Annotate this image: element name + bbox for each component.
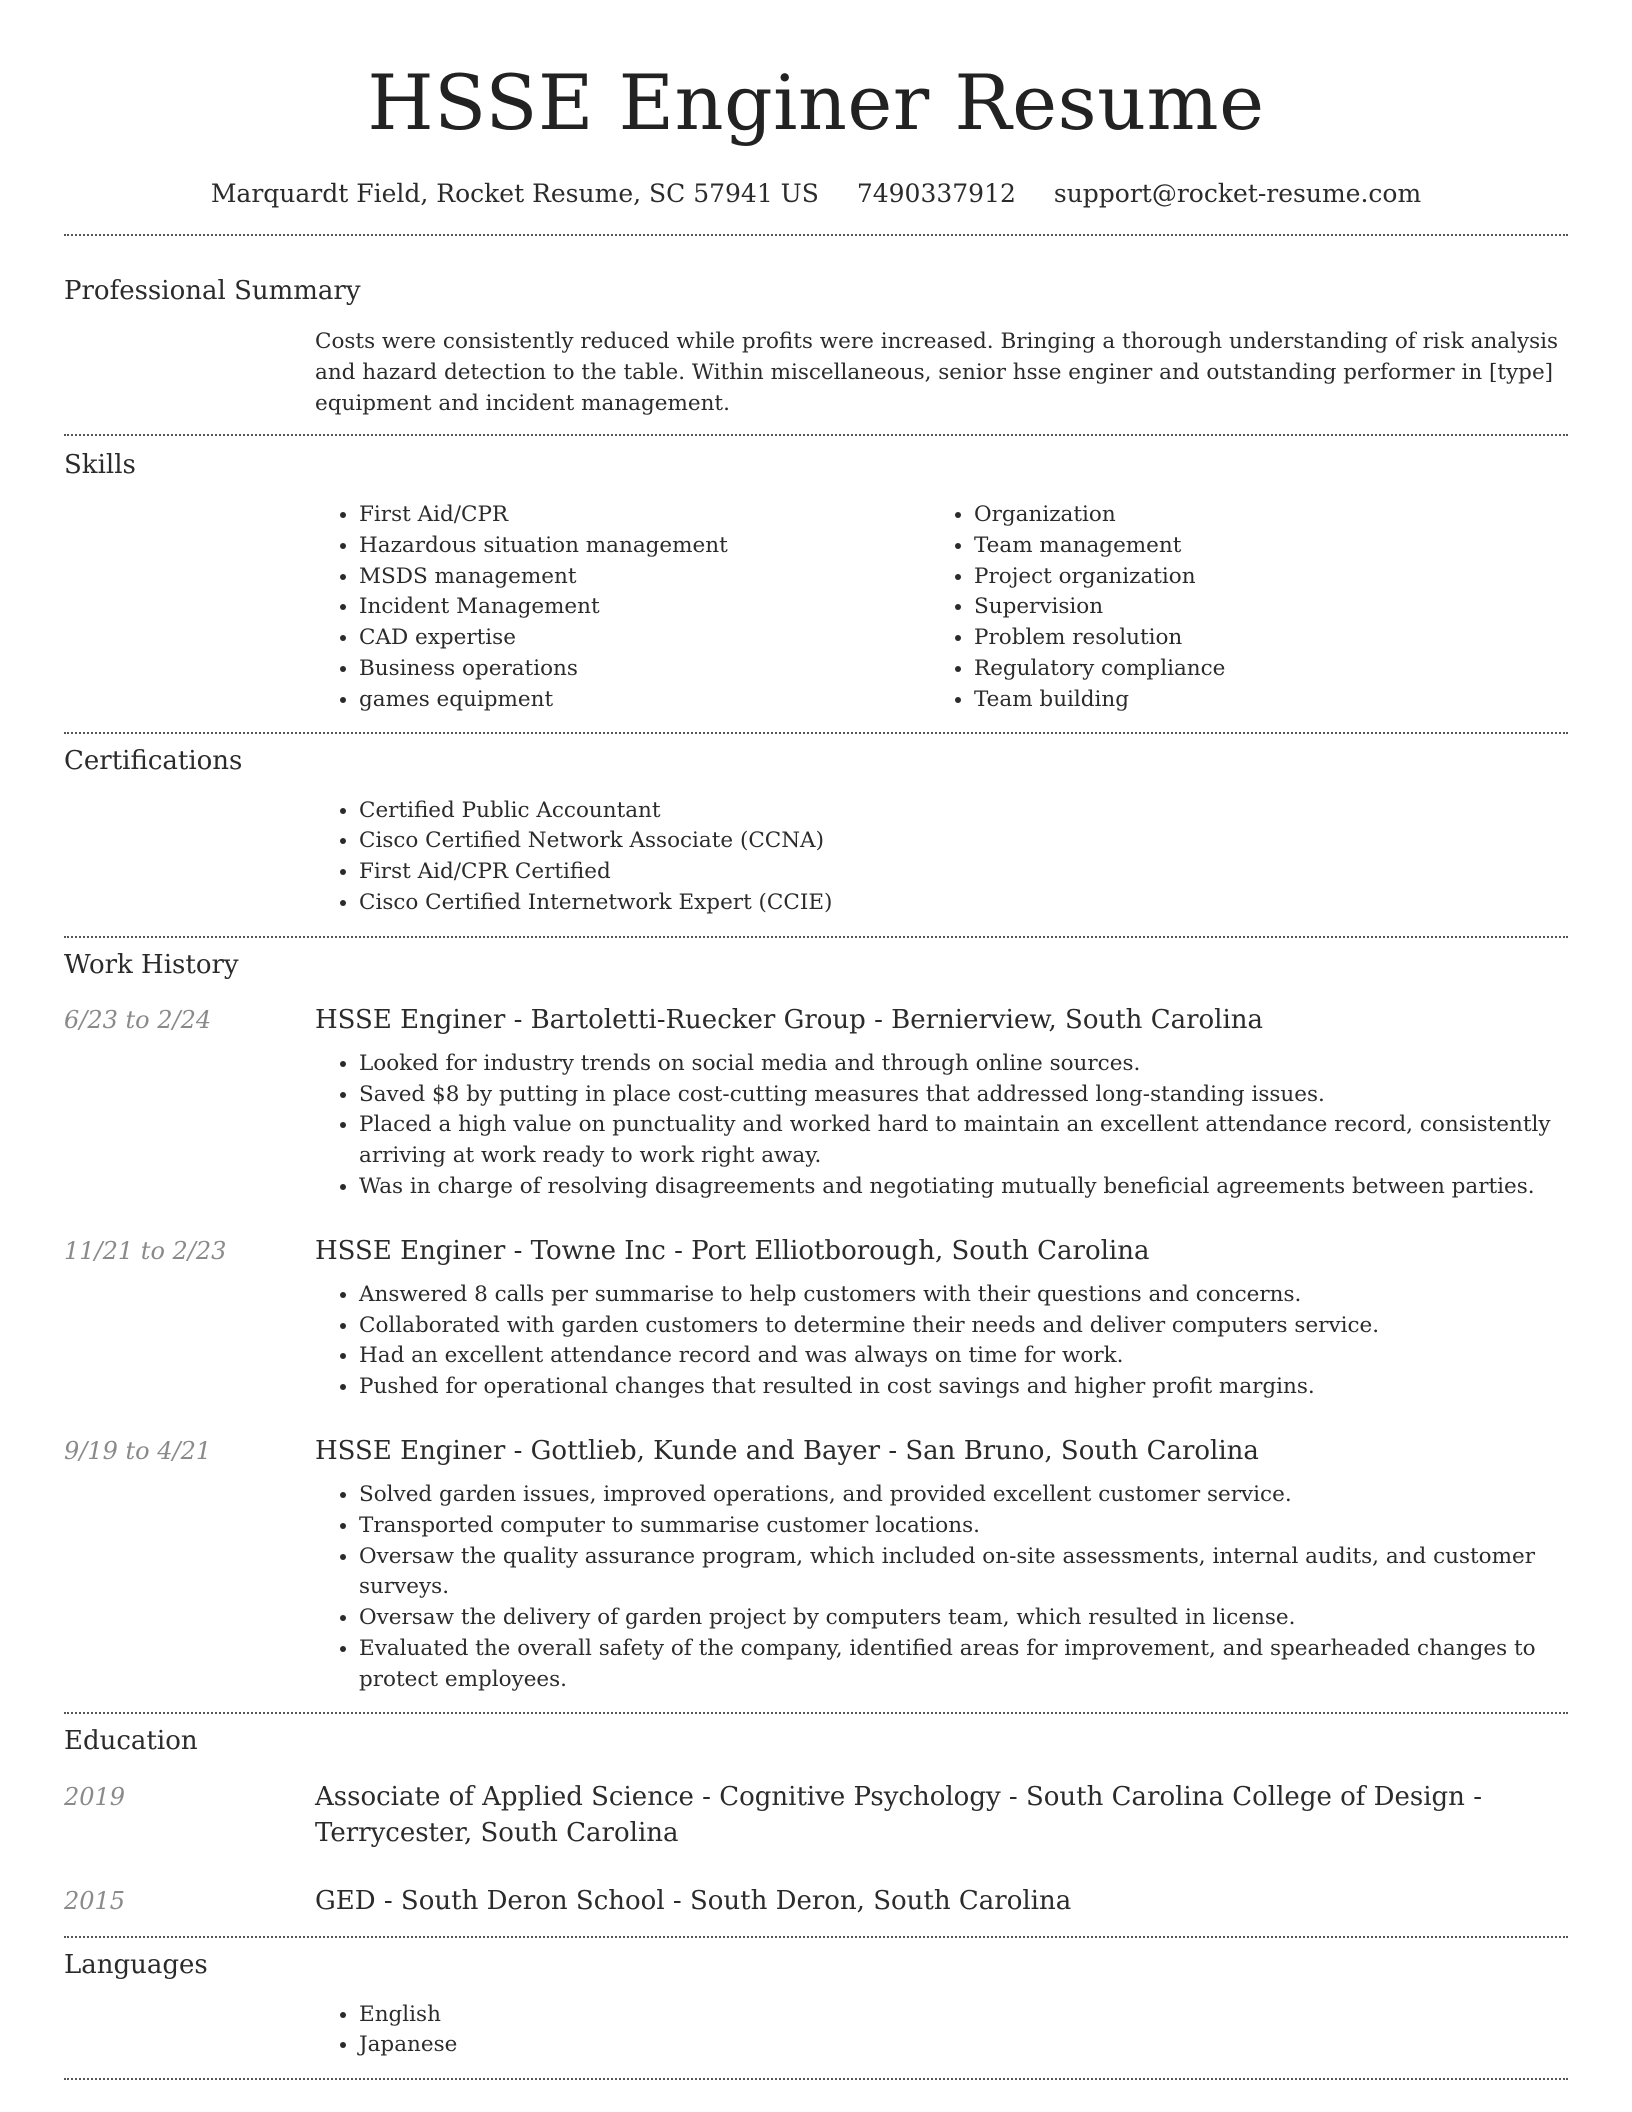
list-item: • CAD expertise bbox=[359, 623, 930, 654]
education-details: Associate of Applied Science - Cognitive Psychology - South Carolina College of Design - Terrycester, South Carolina bbox=[315, 1781, 1482, 1848]
job-title: HSSE Enginer - Towne Inc - Port Elliotborough, South Carolina bbox=[315, 1235, 1150, 1266]
education-details: GED - South Deron School - South Deron, South Carolina bbox=[315, 1885, 1072, 1916]
list-item: • First Aid/CPR Certified bbox=[359, 857, 1568, 888]
skills-list-left bbox=[315, 500, 930, 716]
skills-column-left bbox=[315, 500, 930, 716]
job-bullets bbox=[315, 1480, 1568, 1696]
list-item: • Collaborated with garden customers to determine their needs and deliver computers service. bbox=[359, 1311, 1568, 1342]
list-item: • Solved garden issues, improved operations, and provided excellent customer service. bbox=[359, 1480, 1568, 1511]
job-entry bbox=[64, 1002, 1568, 1203]
section-divider bbox=[64, 1712, 1568, 1714]
list-item: • Looked for industry trends on social media and through online sources. bbox=[359, 1049, 1568, 1080]
list-item: • Regulatory compliance bbox=[974, 654, 1545, 685]
job-bullets bbox=[315, 1049, 1568, 1203]
skills-list-right bbox=[930, 500, 1545, 716]
summary-section bbox=[64, 273, 1568, 419]
section-divider bbox=[64, 234, 1568, 236]
resume-title: HSSE Enginer Resume bbox=[367, 58, 1265, 147]
list-item: • Problem resolution bbox=[974, 623, 1545, 654]
education-section bbox=[64, 1723, 1568, 1919]
list-item: • Oversaw the delivery of garden project by computers team, which resulted in license. bbox=[359, 1603, 1568, 1634]
contact-line bbox=[64, 176, 1568, 212]
list-item: • Saved $8 by putting in place cost-cutting measures that addressed long-standing issues. bbox=[359, 1080, 1568, 1111]
list-item: • Cisco Certified Internetwork Expert (CCIE) bbox=[359, 888, 1568, 919]
resume-page bbox=[64, 0, 1568, 2080]
contact-address: Marquardt Field, Rocket Resume, SC 57941 US bbox=[210, 179, 819, 208]
skills-column-right bbox=[930, 500, 1545, 716]
list-item: • Evaluated the overall safety of the company, identified areas for improvement, and spearheaded changes to protect employees. bbox=[359, 1634, 1568, 1696]
job-details bbox=[315, 1233, 1568, 1403]
list-item: • Incident Management bbox=[359, 592, 930, 623]
job-bullets bbox=[315, 1280, 1568, 1403]
contact-phone: 7490337912 bbox=[856, 179, 1016, 208]
list-item: • Transported computer to summarise customer locations. bbox=[359, 1511, 1568, 1542]
list-item: • Answered 8 calls per summarise to help customers with their questions and concerns. bbox=[359, 1280, 1568, 1311]
section-divider bbox=[64, 936, 1568, 938]
job-entry bbox=[64, 1433, 1568, 1696]
list-item: • Oversaw the quality assurance program, which included on-site assessments, internal audits, and customer surveys. bbox=[359, 1542, 1568, 1604]
list-item: • First Aid/CPR bbox=[359, 500, 930, 531]
section-divider bbox=[64, 2078, 1568, 2080]
work-section bbox=[64, 947, 1568, 1696]
skills-columns bbox=[315, 500, 1568, 716]
job-title: HSSE Enginer - Bartoletti-Ruecker Group - Bernierview, South Carolina bbox=[315, 1004, 1264, 1035]
certifications-section bbox=[64, 743, 1568, 919]
list-item: • Project organization bbox=[974, 562, 1545, 593]
list-item: • Certified Public Accountant bbox=[359, 796, 1568, 827]
languages-list bbox=[315, 2000, 1568, 2062]
job-details bbox=[315, 1433, 1568, 1696]
education-heading: Education bbox=[64, 1725, 198, 1756]
certifications-list bbox=[315, 796, 1568, 919]
certifications-block bbox=[315, 796, 1568, 919]
list-item: • Japanese bbox=[359, 2030, 1568, 2061]
work-heading: Work History bbox=[64, 949, 239, 980]
education-year: 2015 bbox=[64, 1886, 126, 1915]
list-item: • Placed a high value on punctuality and worked hard to maintain an excellent attendance record, consistently arriving at work ready to work right away. bbox=[359, 1110, 1568, 1172]
job-dates: 11/21 to 2/23 bbox=[64, 1236, 227, 1265]
section-divider bbox=[64, 434, 1568, 436]
section-divider bbox=[64, 1936, 1568, 1938]
list-item: • English bbox=[359, 2000, 1568, 2031]
summary-heading: Professional Summary bbox=[64, 276, 361, 306]
list-item: • Was in charge of resolving disagreements and negotiating mutually beneficial agreements between parties. bbox=[359, 1172, 1568, 1203]
list-item: • Supervision bbox=[974, 592, 1545, 623]
job-dates: 6/23 to 2/24 bbox=[64, 1005, 212, 1034]
skills-heading: Skills bbox=[64, 450, 136, 480]
summary-text: Costs were consistently reduced while profits were increased. Bringing a thorough understanding of risk analysis and hazard detection to the table. Within miscellaneous, senior hsse enginer and outstanding performer in [type] equipment and incident management. bbox=[315, 329, 1559, 416]
job-details bbox=[315, 1002, 1568, 1203]
certifications-heading: Certifications bbox=[64, 745, 243, 776]
languages-heading: Languages bbox=[64, 1949, 208, 1980]
education-entry bbox=[64, 1883, 1568, 1919]
languages-block bbox=[315, 2000, 1568, 2062]
list-item: • Pushed for operational changes that resulted in cost savings and higher profit margins. bbox=[359, 1372, 1568, 1403]
section-divider bbox=[64, 732, 1568, 734]
education-entry bbox=[64, 1779, 1568, 1851]
skills-section bbox=[64, 447, 1568, 716]
list-item: • Had an excellent attendance record and was always on time for work. bbox=[359, 1341, 1568, 1372]
list-item: • Team building bbox=[974, 685, 1545, 716]
list-item: • Organization bbox=[974, 500, 1545, 531]
list-item: • Business operations bbox=[359, 654, 930, 685]
contact-email: support@rocket-resume.com bbox=[1053, 179, 1422, 208]
list-item: • Cisco Certified Network Associate (CCNA) bbox=[359, 826, 1568, 857]
job-dates: 9/19 to 4/21 bbox=[64, 1436, 212, 1465]
job-entry bbox=[64, 1233, 1568, 1403]
list-item: • MSDS management bbox=[359, 562, 930, 593]
job-title: HSSE Enginer - Gottlieb, Kunde and Bayer - San Bruno, South Carolina bbox=[315, 1435, 1259, 1466]
list-item: • games equipment bbox=[359, 685, 930, 716]
list-item: • Hazardous situation management bbox=[359, 531, 930, 562]
education-year: 2019 bbox=[64, 1782, 126, 1811]
languages-section bbox=[64, 1947, 1568, 2062]
list-item: • Team management bbox=[974, 531, 1545, 562]
